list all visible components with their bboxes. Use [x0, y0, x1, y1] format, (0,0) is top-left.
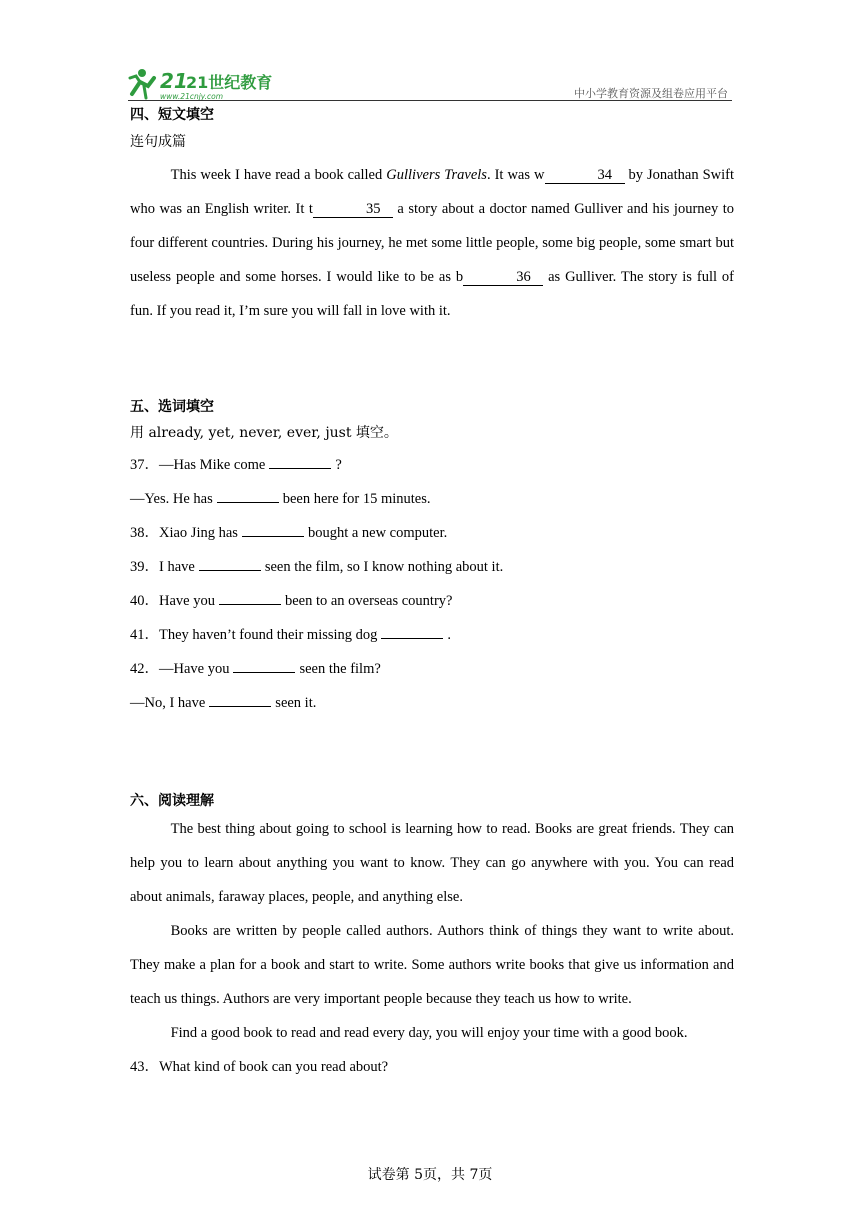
question-43: 43．What kind of book can you read about?: [130, 1059, 389, 1075]
section-5-title: 五、选词填空: [130, 399, 214, 415]
question-40: 40．Have you been to an overseas country?: [130, 584, 734, 618]
section-6-title: 六、阅读理解: [130, 793, 214, 809]
passage-text: a story about a doctor named Gulliver and his journey to four different countries. During his journey, he met some little people, some big people, some smart but useless people and some horses. I would like to be as b: [130, 201, 734, 285]
platform-label: 中小学教育资源及组卷应用平台: [574, 87, 728, 100]
passage-text: . It was w: [486, 167, 545, 183]
answer-blank-39[interactable]: [199, 556, 261, 571]
question-42a: 42．—Have you seen the film?: [130, 652, 734, 686]
question-38: 38．Xiao Jing has bought a new computer.: [130, 516, 734, 550]
question-42b: —No, I have seen it.: [130, 686, 734, 720]
blank-35[interactable]: 35: [313, 201, 393, 218]
section-5-instruction: 用 already, yet, never, ever, just 填空。: [130, 425, 398, 441]
answer-blank-38[interactable]: [242, 522, 304, 537]
question-39: 39．I have seen the film, so I know nothing about it.: [130, 550, 734, 584]
passage-text: This week I have read a book called: [170, 167, 387, 183]
document-body: [130, 104, 734, 1084]
reading-paragraph-2: Books are written by people called authors. Authors think of things they want to write about. They make a plan for a book and start to write. Some authors write books that give us information and teach us things. Authors are very important people because they teach us how to write.: [130, 923, 734, 1007]
section-4-title: 四、短文填空: [130, 107, 214, 123]
answer-blank-42a[interactable]: [233, 658, 295, 673]
answer-blank-37b[interactable]: [217, 488, 279, 503]
reading-paragraph-1: The best thing about going to school is learning how to read. Books are great friends. They can help you to learn about anything you want to know. They can go anywhere with you. You can read about animals, faraway places, people, and anything else.: [130, 821, 734, 905]
passage-text: as Gulliver. The story is full of fun. If you read it, I’m sure you will fall in love with it.: [130, 269, 734, 319]
blank-36[interactable]: 36: [463, 269, 543, 286]
header-rule: [128, 100, 732, 101]
cloze-passage: [130, 158, 734, 328]
book-title: Gullivers Travels: [386, 167, 487, 183]
question-37b: —Yes. He has been here for 15 minutes.: [130, 482, 734, 516]
question-37a: 37．—Has Mike come ?: [130, 448, 734, 482]
section-4-subtitle: 连句成篇: [130, 134, 186, 150]
page-footer: 试卷第 5页，共 7页: [367, 1167, 493, 1183]
answer-blank-37a[interactable]: [269, 454, 331, 469]
blank-34[interactable]: 34: [545, 167, 625, 184]
svg-text:www.21cnjy.com: www.21cnjy.com: [160, 92, 224, 101]
answer-blank-40[interactable]: [219, 590, 281, 605]
answer-blank-42b[interactable]: [209, 692, 271, 707]
answer-blank-41[interactable]: [381, 624, 443, 639]
svg-text:21: 21: [160, 69, 188, 93]
page-header: [128, 60, 732, 104]
reading-paragraph-3: Find a good book to read and read every day, you will enjoy your time with a good book.: [170, 1025, 688, 1041]
question-41: 41．They haven’t found their missing dog .: [130, 618, 734, 652]
passage-text: by Jonathan Swift who was an English writer. It t: [130, 167, 734, 217]
svg-text:21世纪教育: 21世纪教育: [186, 73, 273, 92]
21cnjy-logo: [128, 64, 288, 102]
